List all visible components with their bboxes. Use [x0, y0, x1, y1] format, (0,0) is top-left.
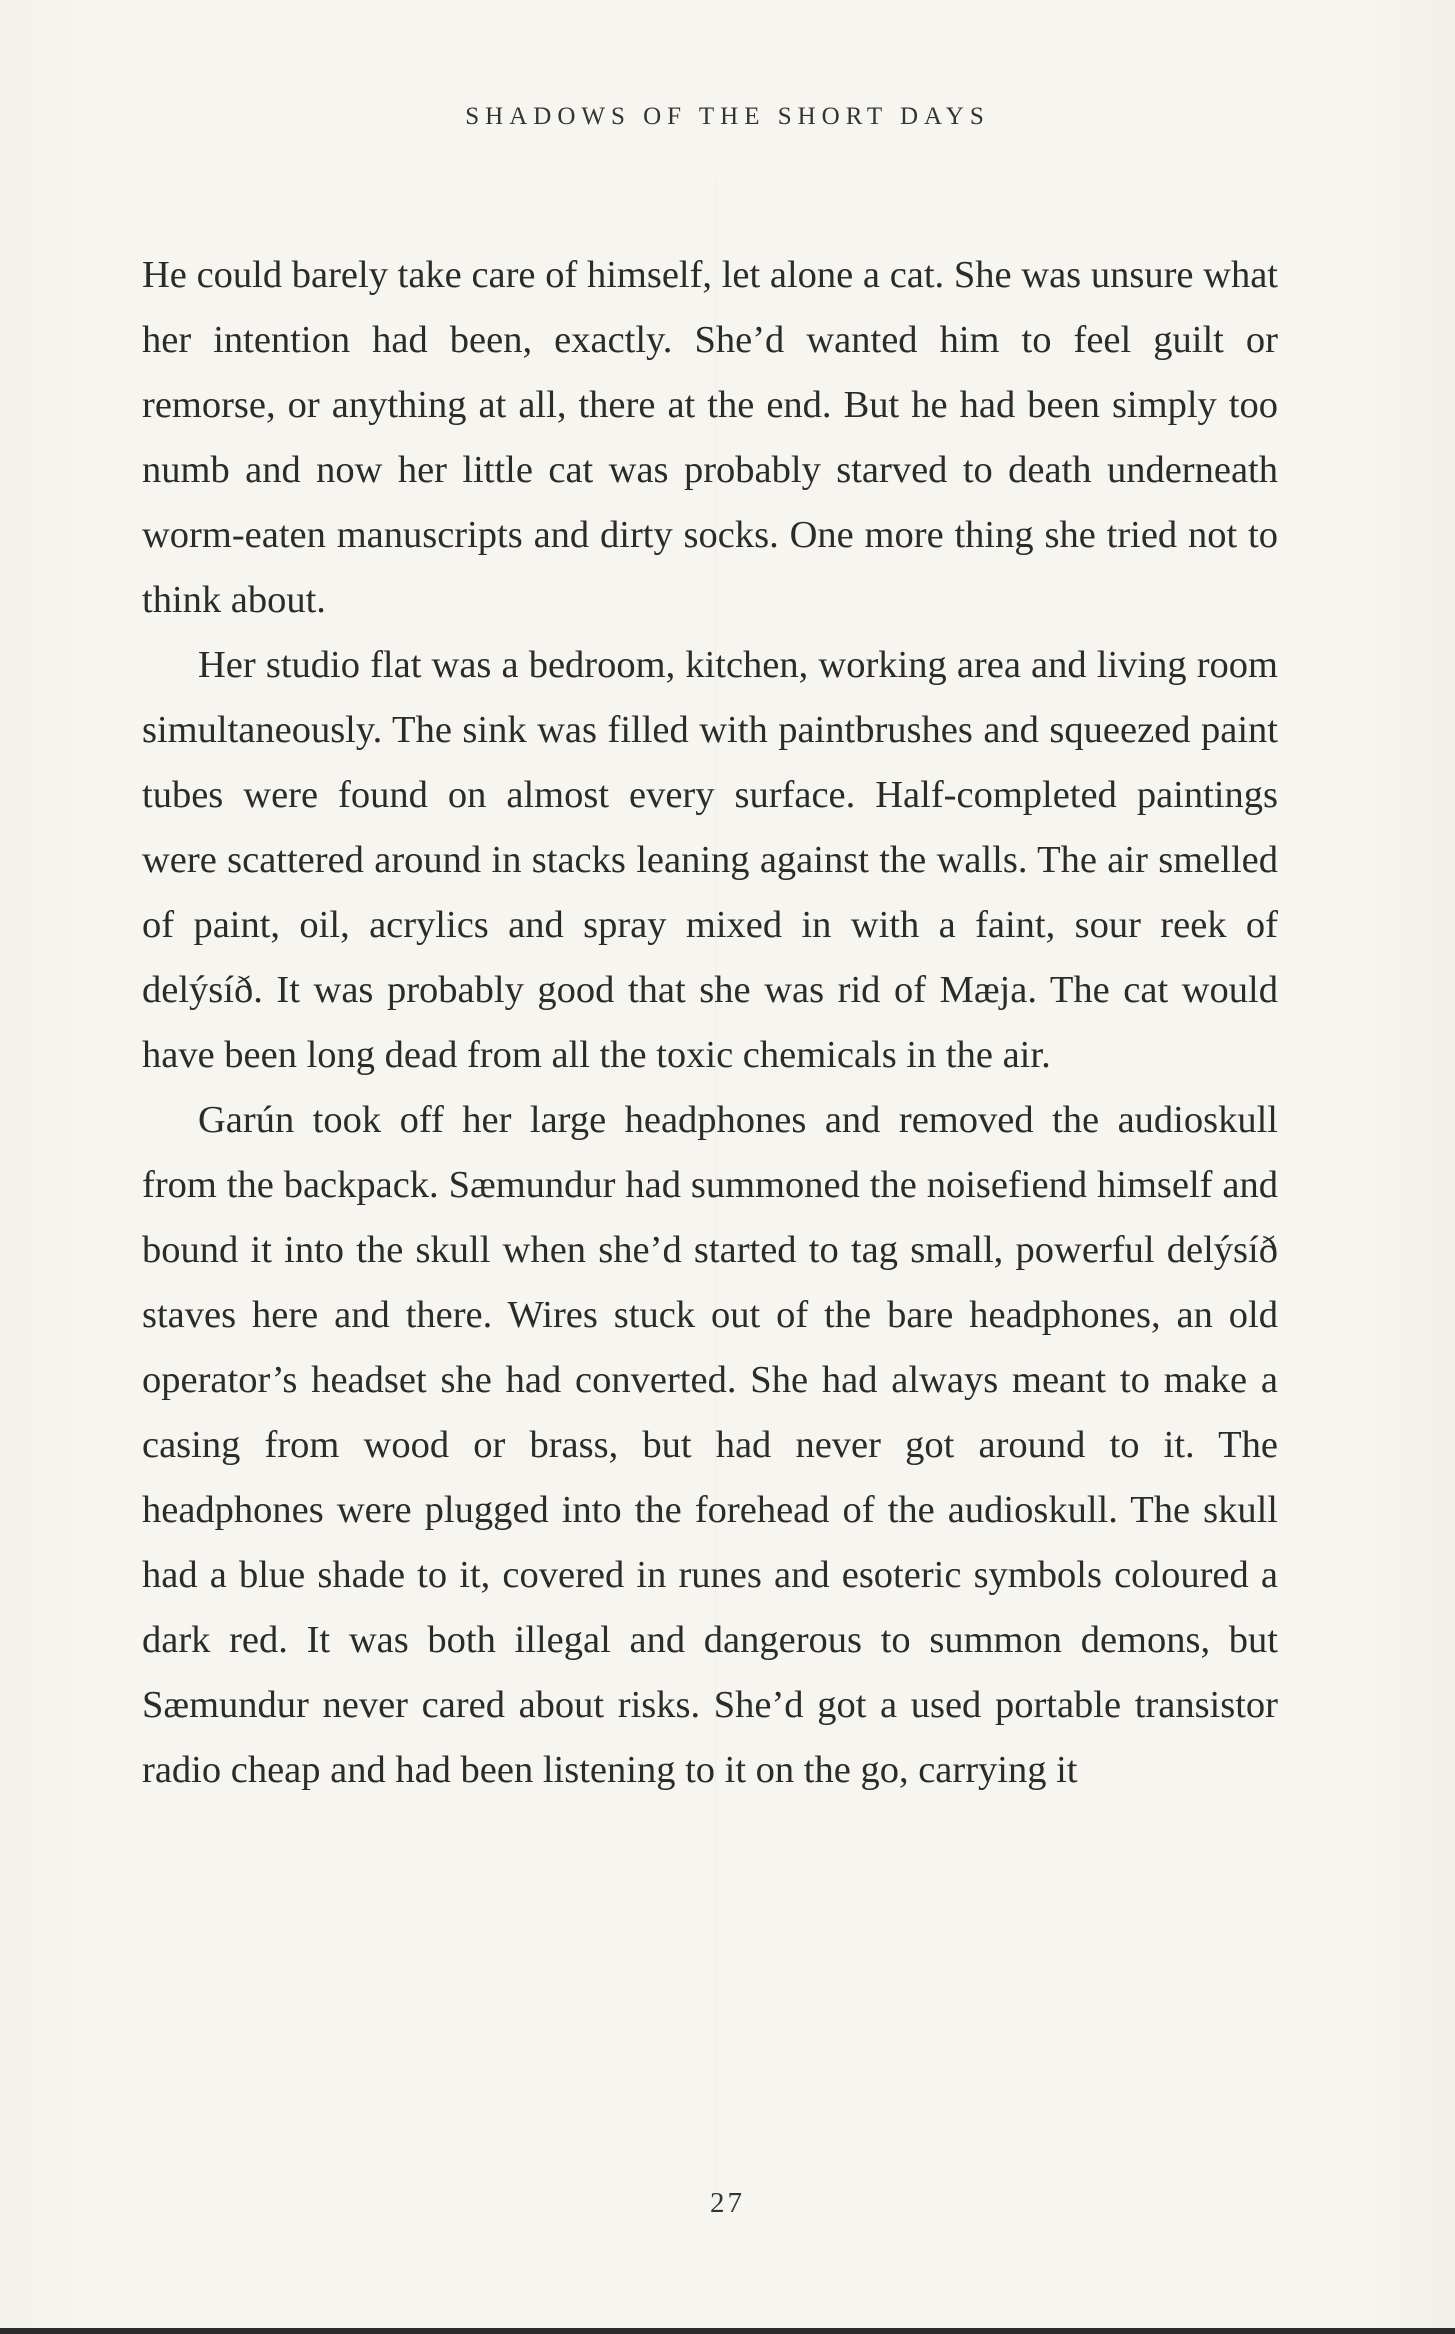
page-bottom-edge: [0, 2328, 1455, 2334]
body-text: [142, 243, 1278, 1803]
running-head: SHADOWS OF THE SHORT DAYS: [465, 103, 990, 130]
paragraph-2: Her studio flat was a bedroom, kitchen, working area and living room simultaneously. The sink was filled with paintbrushes and squeezed paint tubes were found on almost every surface. Half-completed paintings were scattered around in stacks leaning against the walls. The air smelled of paint, oil, acrylics and spray mixed in with a faint, sour reek of delýsíð. It was probably good that she was rid of Mæja. The cat would have been long dead from all the toxic chemicals in the air.: [142, 644, 1278, 1076]
paragraph-1: He could barely take care of himself, let alone a cat. She was unsure what her intention had been, exactly. She’d wanted him to feel guilt or remorse, or anything at all, there at the end. But he had been simply too numb and now her little cat was probably starved to death underneath worm-eaten manuscripts and dirty socks. One more thing she tried not to think about.: [142, 254, 1278, 621]
paragraph-3: Garún took off her large headphones and removed the audioskull from the backpack. Sæmundur had summoned the noisefiend himself and bound it into the skull when she’d started to tag small, powerful delýsíð staves here and there. Wires stuck out of the bare headphones, an old operator’s headset she had converted. She had always meant to make a casing from wood or brass, but had never got around to it. The headphones were plugged into the forehead of the audioskull. The skull had a blue shade to it, covered in runes and esoteric symbols coloured a dark red. It was both illegal and dangerous to summon demons, but Sæmundur never cared about risks. She’d got a used portable transistor radio cheap and had been listening to it on the go, carrying it: [142, 1099, 1278, 1791]
page-number: 27: [710, 2187, 745, 2219]
